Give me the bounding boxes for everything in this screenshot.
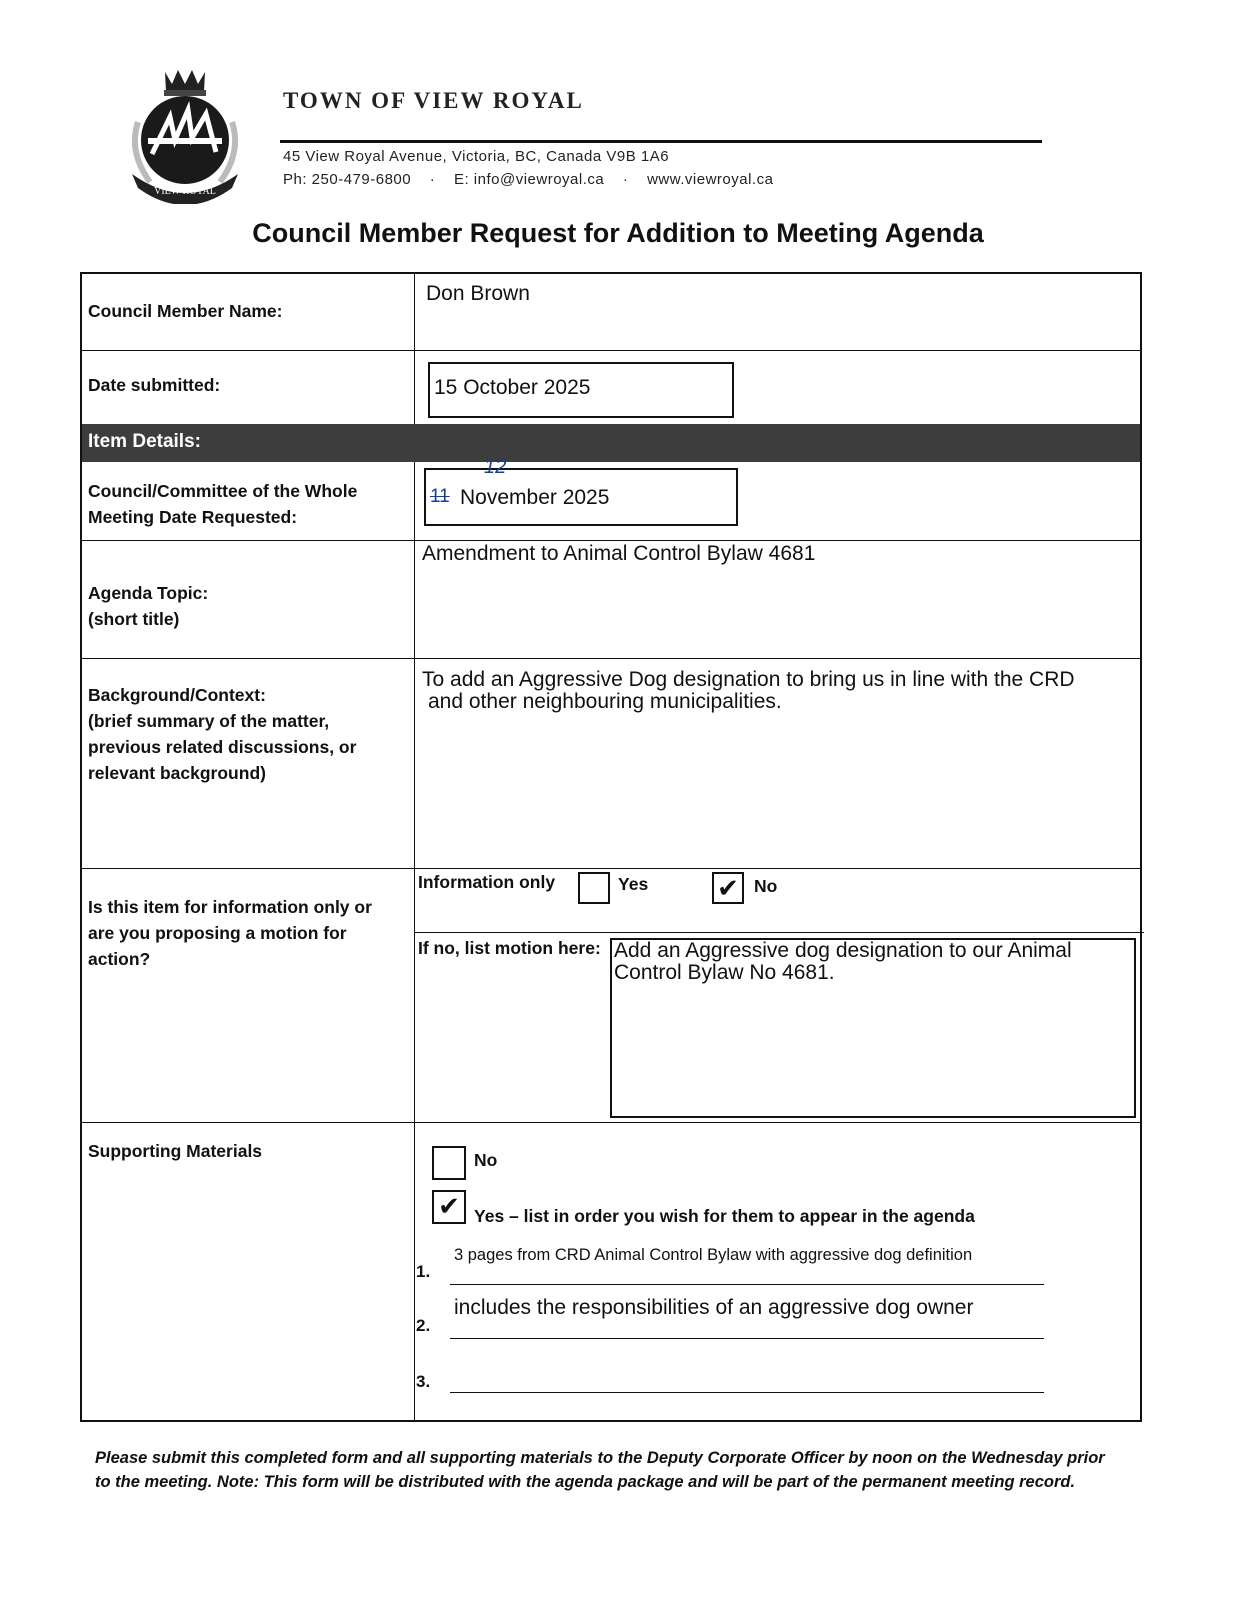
motion-text-area[interactable] xyxy=(610,938,1136,1118)
information-label-line3: action? xyxy=(88,949,151,969)
member-name-label: Council Member Name: xyxy=(88,301,283,321)
information-no-label: No xyxy=(754,876,778,896)
information-yes-checkbox[interactable] xyxy=(578,872,610,904)
motion-label: If no, list motion here: xyxy=(418,938,601,958)
row-divider xyxy=(82,350,1140,351)
meeting-date-label-line1: Council/Committee of the Whole xyxy=(88,481,358,501)
separator: · xyxy=(429,171,436,188)
background-value-line1[interactable]: To add an Aggressive Dog designation to bring us in line with the CRD xyxy=(422,668,1075,691)
header-divider xyxy=(280,140,1042,143)
agenda-request-form xyxy=(80,272,1142,1422)
separator: · xyxy=(622,171,629,188)
supporting-item-text[interactable]: 3 pages from CRD Animal Control Bylaw with aggressive dog definition xyxy=(454,1246,973,1264)
information-only-label: Information only xyxy=(418,872,556,892)
row-divider xyxy=(82,1122,1140,1123)
date-submitted-field[interactable] xyxy=(428,362,734,418)
submission-instructions xyxy=(95,1446,1135,1494)
footer-line2: to the meeting. Note: This form will be distributed with the agenda package and will be part of the permanent meeting record. xyxy=(95,1473,1076,1491)
meeting-date-label-line2: Meeting Date Requested: xyxy=(88,507,298,527)
supporting-item-line xyxy=(450,1338,1044,1339)
information-label-line1: Is this item for information only or xyxy=(88,897,372,917)
footer-line1: Please submit this completed form and all supporting materials to the Deputy Corporate Officer by noon on the Wednesday prior xyxy=(95,1449,1105,1467)
supporting-yes-checkbox[interactable]: ✔ xyxy=(432,1190,466,1224)
agenda-topic-label-line2: (short title) xyxy=(88,609,180,629)
town-crest-logo xyxy=(120,62,250,204)
agenda-topic-value[interactable]: Amendment to Animal Control Bylaw 4681 xyxy=(422,542,816,565)
meeting-date-field[interactable] xyxy=(424,456,738,526)
information-yes-label: Yes xyxy=(618,874,649,894)
supporting-item-text[interactable]: includes the responsibilities of an aggressive dog owner xyxy=(454,1296,974,1319)
supporting-item-number: 1. xyxy=(416,1262,431,1281)
motion-line2: Control Bylaw No 4681. xyxy=(614,961,835,984)
supporting-item-line xyxy=(450,1392,1044,1393)
form-title: Council Member Request for Addition to Meeting Agenda xyxy=(252,218,984,248)
supporting-item-number: 3. xyxy=(416,1372,431,1391)
supporting-item-number: 2. xyxy=(416,1316,431,1335)
information-label-line2: are you proposing a motion for xyxy=(88,923,347,943)
item-details-label: Item Details: xyxy=(88,431,201,452)
row-divider xyxy=(82,540,1140,541)
background-label-line4: relevant background) xyxy=(88,763,266,783)
website-link[interactable]: www.viewroyal.ca xyxy=(647,171,774,188)
sub-row-divider xyxy=(414,932,1144,933)
handwritten-day: 12 xyxy=(484,456,507,478)
information-no-checkbox[interactable]: ✔ xyxy=(712,872,744,904)
supporting-item-line xyxy=(450,1284,1044,1285)
background-label-line1: Background/Context: xyxy=(88,685,266,705)
email-address[interactable]: E: info@viewroyal.ca xyxy=(453,171,605,188)
logo-ribbon-text: VIEW ROYAL xyxy=(154,186,216,197)
agenda-topic-label-line1: Agenda Topic: xyxy=(88,583,209,603)
background-label-line2: (brief summary of the matter, xyxy=(88,711,330,731)
phone-number: Ph: 250-479-6800 xyxy=(283,171,412,188)
supporting-no-label: No xyxy=(474,1150,498,1170)
date-submitted-label: Date submitted: xyxy=(88,375,221,395)
supporting-materials-label: Supporting Materials xyxy=(88,1141,263,1161)
row-divider xyxy=(82,658,1140,659)
motion-line1: Add an Aggressive dog designation to our Animal xyxy=(614,939,1072,962)
organization-address: 45 View Royal Avenue, Victoria, BC, Canada V9B 1A6 xyxy=(283,148,670,165)
supporting-yes-label: Yes – list in order you wish for them to appear in the agenda xyxy=(474,1206,975,1226)
struck-day: 11 xyxy=(430,486,450,507)
organization-name: TOWN OF VIEW ROYAL xyxy=(283,88,584,113)
meeting-date-value: November 2025 xyxy=(460,486,610,509)
supporting-no-checkbox[interactable] xyxy=(432,1146,466,1180)
member-name-value[interactable]: Don Brown xyxy=(426,282,530,305)
background-label-line3: previous related discussions, or xyxy=(88,737,357,757)
background-value-line2[interactable]: and other neighbouring municipalities. xyxy=(428,690,782,713)
date-submitted-value: 15 October 2025 xyxy=(434,376,591,399)
item-details-header xyxy=(82,424,1140,462)
contact-line xyxy=(283,171,787,188)
row-divider xyxy=(82,868,1140,869)
